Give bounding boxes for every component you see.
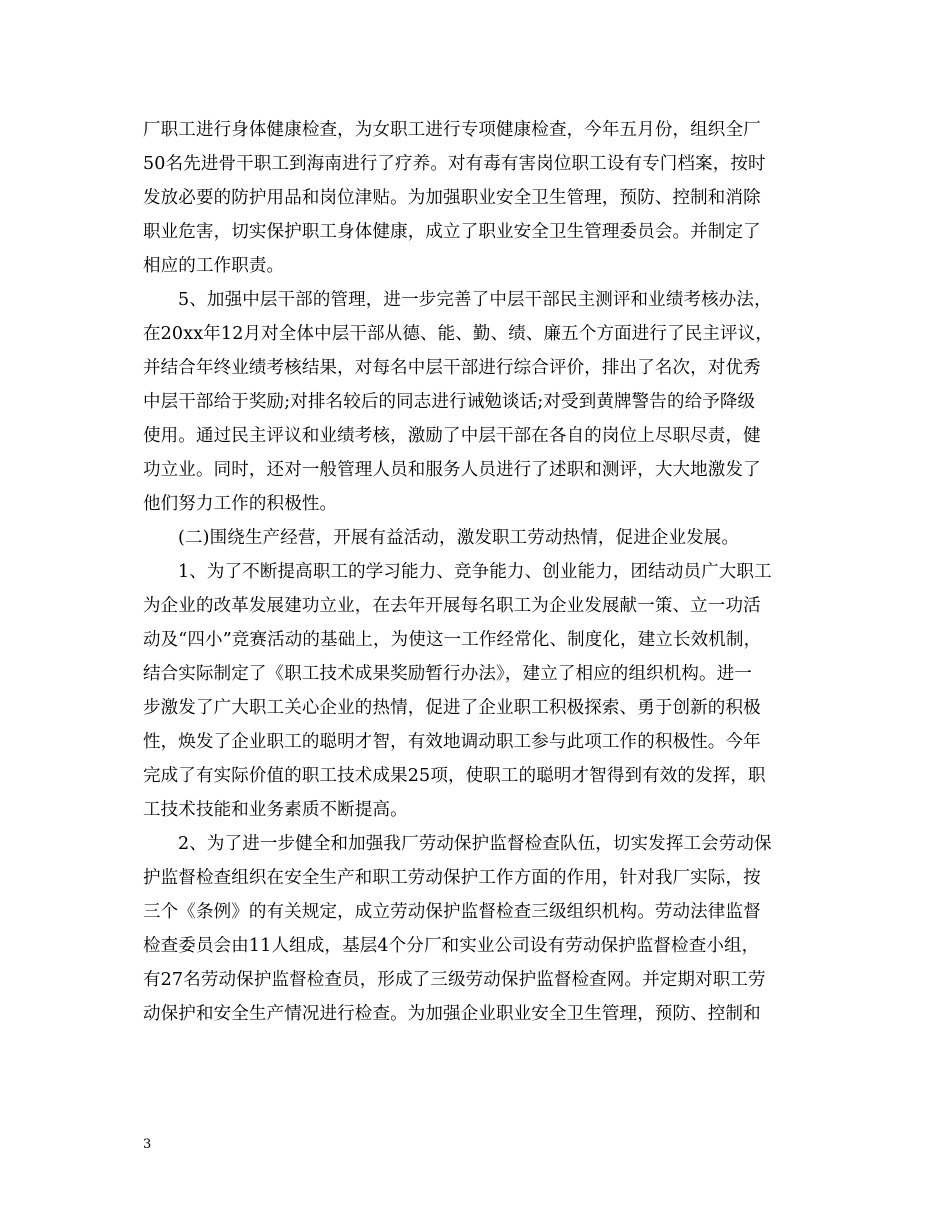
- text-line: 性，焕发了企业职工的聪明才智，有效地调动职工参与此项工作的积极性。今年: [143, 732, 761, 752]
- text-line: 相应的工作职责。: [143, 256, 285, 276]
- text-line: 护监督检查组织在安全生产和职工劳动保护工作方面的作用，针对我厂实际，按: [143, 868, 761, 888]
- text-line: 功立业。同时，还对一般管理人员和服务人员进行了述职和测评，大大地激发了: [143, 460, 761, 480]
- text-line: 检查委员会由11人组成，基层4个分厂和实业公司设有劳动保护监督检查小组，: [143, 936, 760, 956]
- text-line: 有27名劳动保护监督检查员，形成了三级劳动保护监督检查网。并定期对职工劳: [143, 970, 766, 990]
- text-line: 使用。通过民主评议和业绩考核，激励了中层干部在各自的岗位上尽职尽责，健: [143, 426, 761, 446]
- paragraph-start-line: 2、为了进一步健全和加强我厂劳动保护监督检查队伍，切实发挥工会劳动保: [178, 834, 772, 854]
- text-line: 为企业的改革发展建功立业，在去年开展每名职工为企业发展献一策、立一功活: [143, 596, 761, 616]
- text-line: 职业危害，切实保护职工身体健康，成立了职业安全卫生管理委员会。并制定了: [143, 222, 761, 242]
- text-line: 结合实际制定了《职工技术成果奖励暂行办法》，建立了相应的组织机构。进一: [143, 664, 752, 684]
- paragraph-start-line: 5、加强中层干部的管理，进一步完善了中层干部民主测评和业绩考核办法，: [178, 290, 772, 310]
- text-line: 厂职工进行身体健康检查，为女职工进行专项健康检查，今年五月份，组织全厂: [143, 120, 761, 140]
- text-line: 三个《条例》的有关规定，成立劳动保护监督检查三级组织机构。劳动法律监督: [143, 902, 761, 922]
- text-line: 并结合年终业绩考核结果，对每名中层干部进行综合评价，排出了名次，对优秀: [143, 358, 761, 378]
- text-line: 50名先进骨干职工到海南进行了疗养。对有毒有害岗位职工设有专门档案，按时: [143, 154, 766, 174]
- paragraph-start-line: 1、为了不断提高职工的学习能力、竞争能力、创业能力，团结动员广大职工: [178, 562, 772, 582]
- text-line: 完成了有实际价值的职工技术成果25项，使职工的聪明才智得到有效的发挥，职: [143, 766, 766, 786]
- text-line: 动保护和安全生产情况进行检查。为加强企业职业安全卫生管理，预防、控制和: [143, 1004, 761, 1024]
- section-heading: (二)围绕生产经营，开展有益活动，激发职工劳动热情，促进企业发展。: [178, 528, 740, 548]
- text-line: 在20xx年12月对全体中层干部从德、能、勤、绩、廉五个方面进行了民主评议，: [143, 324, 773, 344]
- text-line: 工技术技能和业务素质不断提高。: [143, 800, 408, 820]
- text-line: 发放必要的防护用品和岗位津贴。为加强职业安全卫生管理，预防、控制和消除: [143, 188, 761, 208]
- text-line: 中层干部给于奖励;对排名较后的同志进行诫勉谈话;对受到黄牌警告的给予降级: [143, 392, 756, 412]
- text-line: 他们努力工作的积极性。: [143, 494, 338, 514]
- page-number: 3: [143, 1137, 152, 1152]
- text-line: 动及“四小”竞赛活动的基础上，为使这一工作经常化、制度化，建立长效机制，: [143, 630, 762, 650]
- text-line: 步激发了广大职工关心企业的热情，促进了企业职工积极探索、勇于创新的积极: [143, 698, 761, 718]
